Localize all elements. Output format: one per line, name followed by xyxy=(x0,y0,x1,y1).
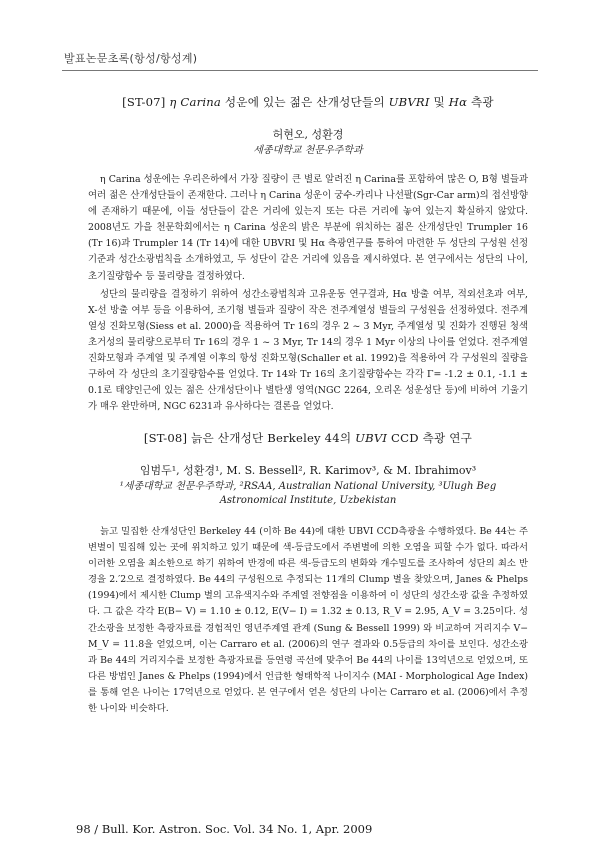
page-footer: 98 / Bull. Kor. Astron. Soc. Vol. 34 No. 1, Apr. 2009 xyxy=(76,822,373,836)
title-suffix: 측광 xyxy=(467,95,494,109)
title-italic-3: Hα xyxy=(448,95,468,109)
title-suffix: CCD 측광 연구 xyxy=(387,431,473,445)
abstract-paragraph: 성단의 물리량을 결정하기 위하여 성간소광법칙과 고유운동 연구결과, Hα 방출 여부, 적외선초과 여부, X-선 방출 여부 등을 이용하여, 조기형 별들과 질량이 작은 전주계열성 별들의 구성원을 선정하였다. 전주계열성 진화모형(Siess et al. 2000)을 적용하여 Tr 16의 경우 2 ~ 3 Myr, 주계열성 및 진화가 진행된 청색초거성의 물리량으로부터 Tr 16의 경우 1 ~ 3 Myr, Tr 14의 경우 1 Myr 이상의 나이를 얻었다. 전주계열 진화모형과 주계열 및 주계열 이후의 항성 진화모형(Schaller et al. 1992)을 적용하여 각 구성원의 질량을 구하여 각 성단의 초기질량함수를 얻었다. Tr 14와 Tr 16의 초기질량함수는 각각 Γ= -1.2 ± 0.1, -1.1 ± 0.1로 태양인근에 있는 젊은 산개성단이나 별탄생 영역(NGC 2264, 오리온 성운성단 등)에 비하여 기울기가 매우 완만하며, NGC 6231과 유사하다는 결론을 얻었다. xyxy=(88,288,528,413)
title-italic-2: UBVRI xyxy=(388,95,430,109)
affiliation-line-2: Astronomical Institute, Uzbekistan xyxy=(219,495,397,506)
header-rule xyxy=(62,70,538,71)
abstract-paragraph: 늙고 밀집한 산개성단인 Berkeley 44 (이하 Be 44)에 대한 UBVI CCD측광을 수행하였다. Be 44는 주변별이 밀집해 있는 곳에 위치하고 있기 때문에 색-등급도에서 주변별에 의한 오염을 피할 수가 없다. 따라서 이러한 오염을 최소한으로 하기 위하여 반경에 따른 색-등급도의 변화와 개수밀도를 조사하여 성단의 최소 반경을 2.′2으로 결정하였다. Be 44의 구성원으로 추정되는 11개의 Clump 별을 찾았으며, Janes & Phelps (1994)에서 제시한 Clump 별의 고유색지수와 주계열 전향점을 이용하여 이 성단의 성간소광 값을 추정하였다. 그 값은 각각 E(B− V) = 1.10 ± 0.12, E(V− I) = 1.32 ± 0.13, R_V = 2.95, A_V = 3.25이다. 성간소광을 보정한 측광자료를 경험적인 영년주계열 관계 (Sung & Bessell 1999) 와 비교하여 거리지수 V− M_V = 11.8을 얻었으며, 이는 Carraro et al. (2006)의 연구 결과와 0.5등급의 차이를 보인다. 성간소광과 Be 44의 거리지수를 보정한 측광자료를 등연령 곡선에 맞추어 Be 44의 나이를 13억년으로 얻었으며, 또 다른 방법인 Janes & Phelps (1994)에서 언급한 형태학적 나이지수 (MAI - Morphological Age Index)를 통해 얻은 나이는 17억년으로 얻었다. 본 연구에서 얻은 성단의 나이는 Carraro et al. (2006)에서 추정한 나이와 비슷하다. xyxy=(88,526,528,715)
abstract-title xyxy=(88,94,528,110)
abstract-id: [ST-08] xyxy=(143,431,188,445)
title-italic-1: η Carina xyxy=(169,95,222,109)
title-text: 늙은 산개성단 Berkeley 44의 xyxy=(187,431,356,445)
abstract-st07 xyxy=(88,94,528,415)
title-connector: 및 xyxy=(429,95,449,109)
abstract-st08 xyxy=(88,430,528,717)
authors: 임범두¹, 성환경¹, M. S. Bessell², R. Karimov³, & M. Ibrahimov³ xyxy=(139,464,477,477)
title-italic-1: UBVI xyxy=(355,431,388,445)
title-text: 성운에 있는 젊은 산개성단들의 xyxy=(221,95,389,109)
authors: 허현오, 성환경 xyxy=(272,128,344,141)
abstract-title xyxy=(88,430,528,446)
abstract-paragraph: η Carina 성운에는 우리은하에서 가장 질량이 큰 별로 알려진 η Carina를 포함하여 많은 O, B형 별들과 여러 젊은 산개성단들이 존재한다. 그러나 η Carina 성운이 궁수-카리나 나선팔(Sgr-Car arm)의 접선방향에 존재하기 때문에, 이들 성단들이 같은 거리에 있는지 또는 다른 거리에 놓여 있는지 확실하지 않았다. 2008년도 가을 천문학회에서는 η Carina 성운의 밝은 부분에 위치하는 젊은 산개성단인 Trumpler 16 (Tr 16)과 Trumpler 14 (Tr 14)에 대한 UBVRI 및 Hα 측광연구를 통하여 마련한 두 성단의 구성원 선정기준과 성간소광법칙을 소개하였고, 두 성단이 같은 거리에 있음을 제시하였다. 본 연구에서는 성단의 나이, 초기질량함수 등 물리량을 결정하였다. xyxy=(88,174,528,282)
affiliation-line-1: ¹세종대학교 천문우주학과, ²RSAA, Australian National University, ³Ulugh Beg xyxy=(119,481,497,492)
abstract-id: [ST-07] xyxy=(122,95,166,109)
affiliation: 세종대학교 천문우주학과 xyxy=(253,145,363,156)
section-label: 발표논문초록(항성/항성계) xyxy=(64,52,198,65)
